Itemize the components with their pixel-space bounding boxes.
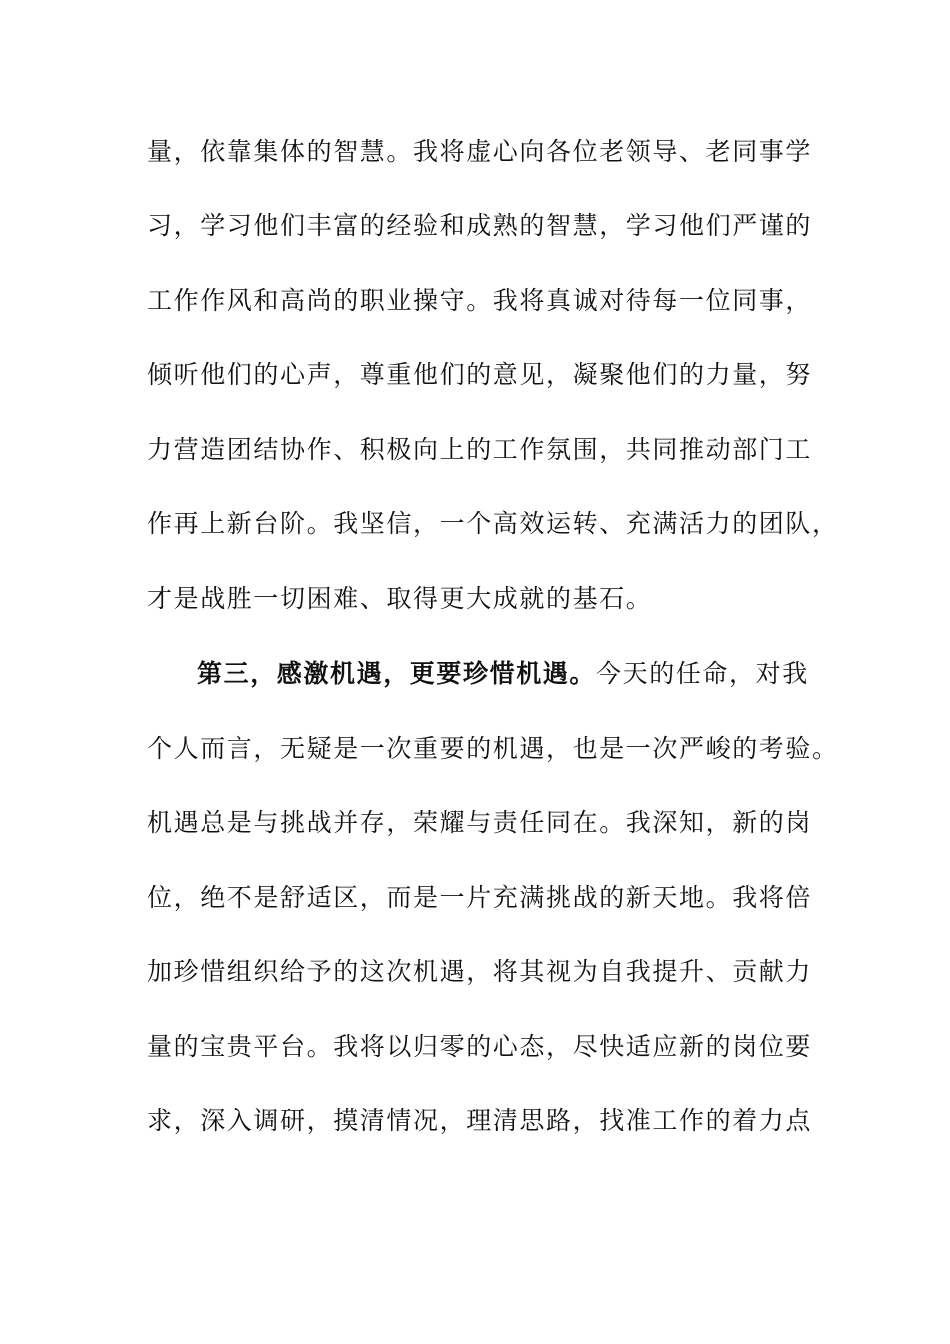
paragraph-line: 工作作风和高尚的职业操守。我将真诚对待每一位同事，: [147, 286, 813, 315]
paragraph-line: 加珍惜组织给予的这次机遇，将其视为自我提升、贡献力: [147, 957, 813, 986]
paragraph-line: 才是战胜一切困难、取得更大成就的基石。: [147, 584, 653, 613]
section-heading-line: [197, 654, 809, 694]
section-first-line-text: 今天的任命，对我: [596, 659, 809, 688]
paragraph-line: 量，依靠集体的智慧。我将虚心向各位老领导、老同事学: [147, 137, 813, 166]
paragraph-line: 作再上新台阶。我坚信，一个高效运转、充满活力的团队，: [147, 509, 839, 538]
paragraph-line: 倾听他们的心声，尊重他们的意见，凝聚他们的力量，努: [147, 360, 813, 389]
paragraph-line: 位，绝不是舒适区，而是一片充满挑战的新天地。我将倍: [147, 883, 813, 912]
paragraph-line: 求，深入调研，摸清情况，理清思路，找准工作的着力点: [147, 1106, 813, 1135]
paragraph-line: 个人而言，无疑是一次重要的机遇，也是一次严峻的考验。: [147, 734, 839, 763]
paragraph-line: 机遇总是与挑战并存，荣耀与责任同在。我深知，新的岗: [147, 808, 813, 837]
paragraph-line: 习，学习他们丰富的经验和成熟的智慧，学习他们严谨的: [147, 211, 813, 240]
paragraph-line: 量的宝贵平台。我将以归零的心态，尽快适应新的岗位要: [147, 1032, 813, 1061]
paragraph-line: 力营造团结协作、积极向上的工作氛围，共同推动部门工: [147, 435, 813, 464]
section-heading: 第三，感激机遇，更要珍惜机遇。: [197, 659, 597, 688]
